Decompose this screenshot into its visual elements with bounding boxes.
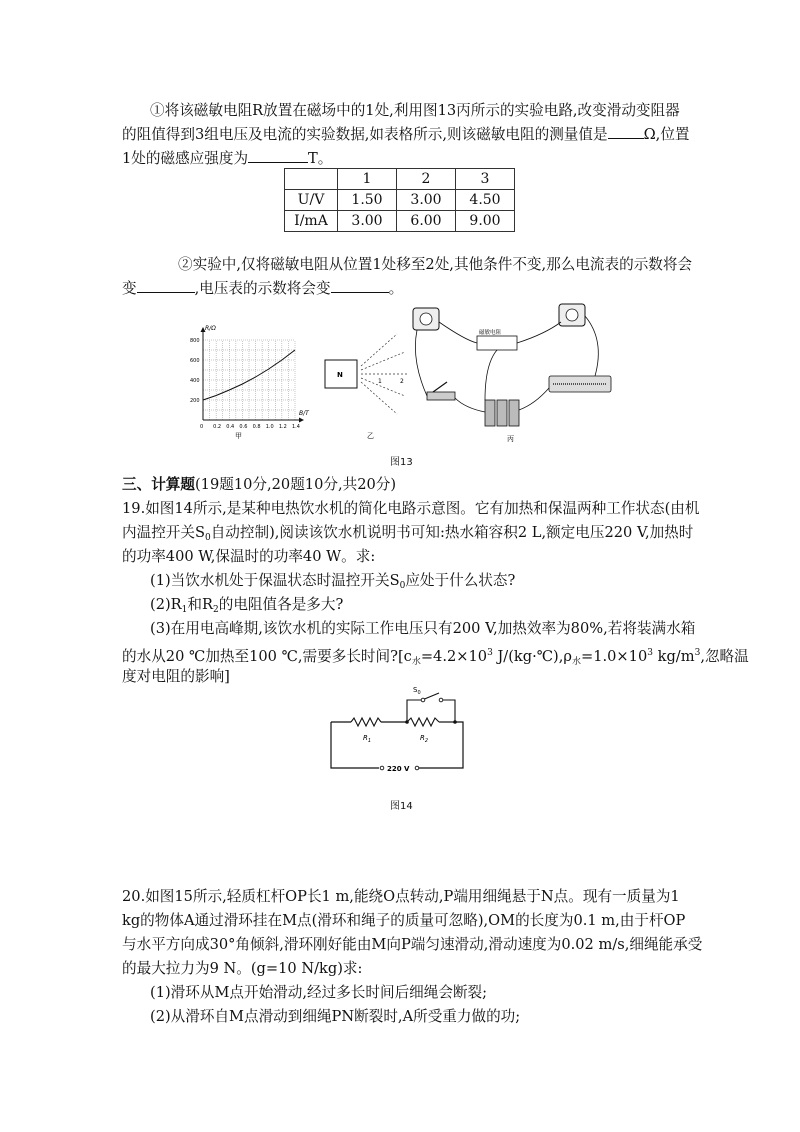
x-tick-label: 0.6 [239, 424, 248, 430]
figure-14 [325, 682, 475, 778]
terminal-dot [380, 766, 384, 770]
table-cell: 3.00 [397, 190, 456, 211]
circuit-wire [443, 700, 455, 722]
table-cell: 3 [456, 169, 515, 190]
table-cell: U/V [285, 190, 338, 211]
table-cell: 6.00 [397, 211, 456, 232]
x-tick-label: 0.2 [213, 424, 222, 430]
table-cell: 2 [397, 169, 456, 190]
field-line [361, 334, 397, 366]
wire [517, 322, 561, 343]
switch-contact [439, 698, 443, 702]
circuit-wire [331, 722, 463, 768]
q19-line3: 的功率400 W,保温时的功率40 W。求: [122, 548, 376, 565]
switch-contact [421, 698, 425, 702]
table-cell [285, 169, 338, 190]
y-axis-label: R/Ω [205, 325, 216, 332]
q18-part2-line1: ②实验中,仅将磁敏电阻从位置1处移至2处,其他条件不变,那么电流表的示数将会 [178, 256, 693, 273]
q18-part2-line2: 变 ,电压表的示数将会变 。 [122, 280, 404, 297]
wire [585, 316, 598, 376]
section-note: (19题10分,20题10分,共20分) [194, 476, 397, 493]
q19-line1: 19.如图14所示,是某种电热饮水机的简化电路示意图。它有加热和保温两种工作状态(由机 [122, 500, 700, 517]
table-header-row [285, 169, 515, 190]
label-jia: 甲 [235, 432, 242, 440]
graph-jia [190, 325, 310, 440]
switch-label: $S_0$ [413, 686, 421, 696]
y-tick-label: 200 [190, 398, 200, 404]
x-tick-label: 1.0 [265, 424, 274, 430]
table-cell: 1.50 [338, 190, 397, 211]
wire [415, 330, 427, 396]
answer-blank[interactable] [137, 278, 195, 293]
switch-s0-icon [425, 693, 440, 699]
figure-13-caption: 图13 [390, 457, 413, 468]
x-tick-label: 1.2 [278, 424, 287, 430]
switch-icon [427, 392, 455, 400]
voltage-label: 220 V [387, 765, 410, 773]
q19-sub3-line2: 的水从20 ℃加热至100 ℃,需要多长时间$?[c_水=4.2\times 10^3$ $J/(kg\cdot℃),\rho_水=1.0\times 10^3$ $kg/m^3$,忽略温 [122, 648, 749, 667]
wire [519, 388, 549, 410]
resistor-r1 [351, 718, 381, 726]
switch-lever [433, 382, 447, 392]
wire [439, 322, 477, 343]
section-3-heading [122, 474, 396, 496]
q20-sub1: (1)滑环从M点开始滑动,经过多长时间后细绳会断裂; [150, 984, 488, 1001]
table-cell: I/mA [285, 211, 338, 232]
magnet-label: N [337, 371, 343, 379]
q19-line2: 内温控开关$S_0$自动控制),阅读该饮水机说明书可知:热水箱容积2 L,额定电压220 V,加热时 [122, 524, 694, 543]
q20-line1: 20.如图15所示,轻质杠杆OP长1 m,能绕O点转动,P端用细绳悬于N点。现有一质量为1 [122, 888, 680, 905]
table-cell: 3.00 [338, 211, 397, 232]
wire [455, 398, 485, 412]
section-title: 三、计算题 [122, 476, 195, 493]
answer-blank[interactable] [248, 148, 308, 163]
battery-icon [485, 400, 495, 426]
x-axis-label: B/T [299, 410, 309, 417]
x-tick-label: 1.4 [292, 424, 300, 430]
q19-sub1: (1)当饮水机处于保温状态时温控开关$S_0$应处于什么状态? [150, 572, 516, 591]
q19-sub3: (3)在用电高峰期,该饮水机的实际工作电压只有200 V,加热效率为80%,若将装满水箱 [150, 620, 696, 637]
battery-icon [497, 400, 507, 426]
x-ticks [200, 424, 300, 430]
q18-part1-line3: 1处的磁感应强度为 T。 [122, 150, 333, 167]
y-ticks [190, 338, 200, 404]
y-tick-label: 600 [190, 358, 200, 364]
q19-sub3-line3: 度对电阻的影响] [122, 668, 230, 685]
x-tick-label: 0.8 [252, 424, 261, 430]
meter-dial [566, 309, 578, 321]
y-tick-label: 800 [190, 338, 200, 344]
r1-label: $R_1$ [363, 734, 372, 744]
q18-part1-line2: 的阻值得到3组电压及电流的实验数据,如表格所示,则该磁敏电阻的测量值是 Ω,位置 [122, 126, 690, 143]
q18-part1-line1: ①将该磁敏电阻R放置在磁场中的1处,利用图13丙所示的实验电路,改变滑动变阻器 [150, 102, 680, 119]
x-axis-arrow-icon [299, 418, 304, 423]
answer-blank[interactable] [608, 124, 644, 139]
meter-dial [420, 313, 432, 325]
magnetoresistor [477, 336, 517, 350]
table-cell: 9.00 [456, 211, 515, 232]
table-cell: 4.50 [456, 190, 515, 211]
q19-sub2: $(2)R_1$和$R_2$的电阻值各是多大? [150, 596, 344, 615]
field-line [361, 382, 397, 414]
q20-sub2: (2)从滑环自M点滑动到细绳PN断裂时,A所受重力做的功; [150, 1008, 521, 1025]
figure-yi [325, 334, 409, 440]
figure-13 [185, 300, 625, 450]
terminal-dot [415, 766, 419, 770]
figure-14-caption: 图14 [390, 801, 413, 812]
magnetoresistor-label: 磁敏电阻 [479, 330, 502, 336]
label-bing: 丙 [507, 435, 514, 443]
table-row [285, 190, 515, 211]
x-tick-label: 0.4 [226, 424, 235, 430]
table-row [285, 211, 515, 232]
data-table [284, 168, 515, 232]
answer-blank[interactable] [331, 278, 389, 293]
position-2-label: 2 [400, 378, 404, 385]
resistor-r2 [407, 718, 439, 726]
label-yi: 乙 [367, 432, 374, 440]
wire [485, 350, 497, 400]
x-tick-label: 0 [200, 424, 204, 430]
table-cell: 1 [338, 169, 397, 190]
figure-bing [413, 304, 611, 443]
field-line [361, 378, 405, 396]
y-tick-label: 400 [190, 378, 200, 384]
q20-line3: 与水平方向成30°角倾斜,滑环刚好能由M向P端匀速滑动,滑动速度为0.02 m/s,细绳能承受 [122, 936, 703, 953]
battery-icon [509, 400, 519, 426]
r2-label: $R_2$ [420, 734, 429, 744]
field-line [361, 352, 405, 370]
q20-line2: kg的物体A通过滑环挂在M点(滑环和绳子的质量可忽略),OM的长度为0.1 m,由于杆OP [122, 912, 686, 929]
position-1-label: 1 [378, 378, 382, 385]
q20-line4: 的最大拉力为9 N。(g=10 N/kg)求: [122, 960, 363, 977]
